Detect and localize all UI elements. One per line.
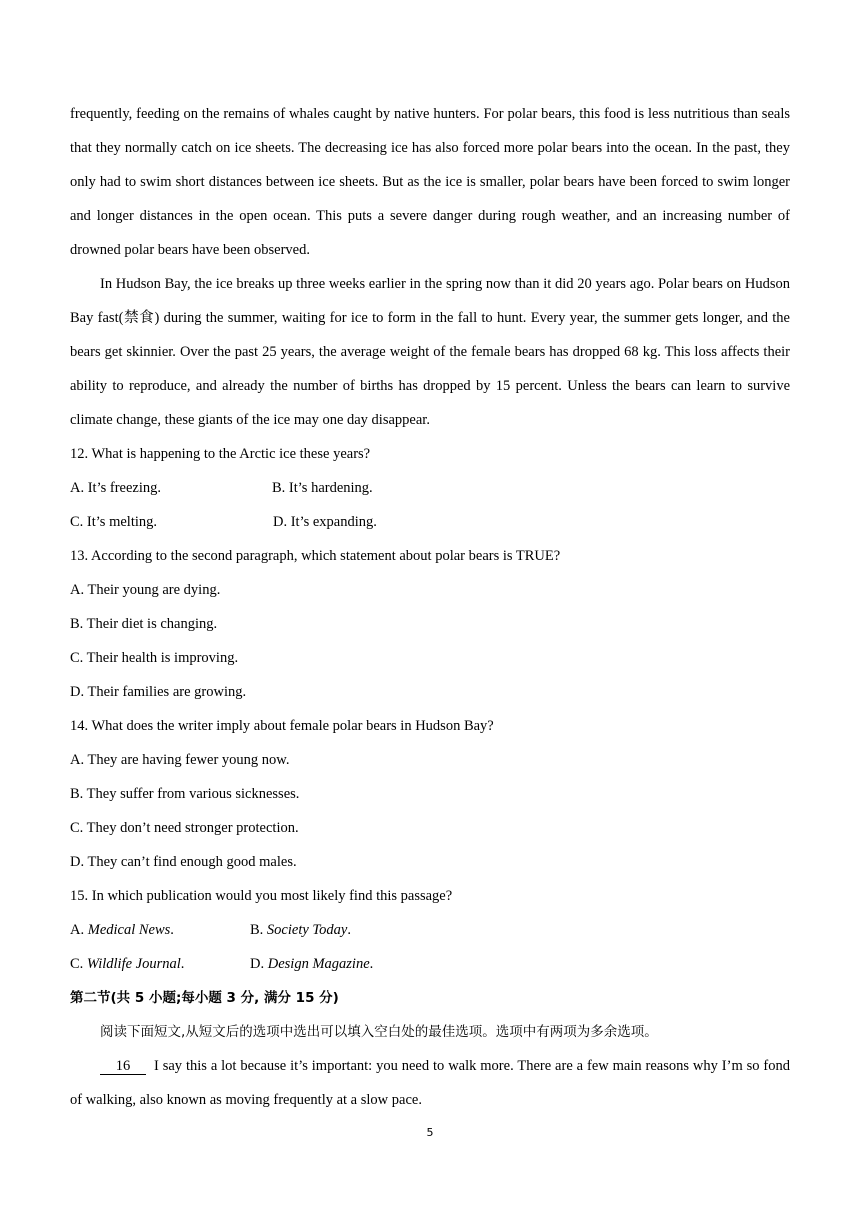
- option-letter: C.: [70, 956, 87, 972]
- passage-paragraph-1: frequently, feeding on the remains of whales caught by native hunters. For polar bears, this food is less nutritious than seals that they normally catch on ice sheets. The decreasing ice has also forced more polar bears into the ocean. In the past, they only had to swim short distances between ice sheets. But as the ice is smaller, polar bears have been forced to swim longer and longer distances in the open ocean. This puts a severe danger during rough weather, and an increasing number of drowned polar bears have been observed.: [70, 106, 790, 258]
- section-2-paragraph-1-text: I say this a lot because it’s important: you need to walk more. There are a few main reasons why I’m so fond of walking, also known as moving frequently at a slow pace.: [70, 1058, 790, 1108]
- passage-paragraph-2: In Hudson Bay, the ice breaks up three weeks earlier in the spring now than it did 20 years ago. Polar bears on Hudson Bay fast(禁食) during the summer, waiting for ice to form in the fall to hunt. Every year, the summer gets longer, and the bears get skinnier. Over the past 25 years, the average weight of the female bears has dropped 68 kg. This loss affects their ability to reproduce, and already the number of births has dropped by 15 percent. Unless the bears can learn to survive climate change, these giants of the ice may one day disappear.: [70, 276, 790, 428]
- question-15-option-b: [250, 913, 351, 947]
- section-2-paragraph-1: [70, 1049, 790, 1117]
- question-12-option-a: A. It’s freezing.: [70, 480, 161, 496]
- question-15-option-a: [70, 913, 250, 947]
- option-period: .: [369, 956, 374, 972]
- option-title: Design Magazine: [267, 956, 370, 972]
- section-2-heading: 第二节(共 5 小题;每小题 3 分, 满分 15 分): [70, 990, 339, 1006]
- question-14-option-d: D. They can’t find enough good males.: [70, 854, 297, 870]
- question-15-stem: 15. In which publication would you most likely find this passage?: [70, 888, 453, 904]
- question-12-option-d: D. It’s expanding.: [273, 514, 377, 530]
- question-15-options-row-2: [70, 947, 790, 981]
- question-12-option-b: B. It’s hardening.: [272, 480, 373, 496]
- question-12-options-row-2: [70, 505, 790, 539]
- question-13-option-d: D. Their families are growing.: [70, 684, 247, 700]
- option-title: Wildlife Journal: [86, 956, 181, 972]
- exam-page: [70, 97, 790, 1117]
- option-title: Medical News: [87, 922, 171, 938]
- question-14-option-c: C. They don’t need stronger protection.: [70, 820, 299, 836]
- option-period: .: [180, 956, 185, 972]
- blank-16: 16: [100, 1058, 146, 1075]
- question-12-options-row-1: [70, 471, 790, 505]
- question-15-option-c: [70, 947, 250, 981]
- section-2-instruction: 阅读下面短文,从短文后的选项中选出可以填入空白处的最佳选项。选项中有两项为多余选项。: [100, 1024, 658, 1040]
- question-13-stem: 13. According to the second paragraph, which statement about polar bears is TRUE?: [70, 548, 561, 564]
- option-letter: D.: [250, 956, 268, 972]
- question-13-option-b: B. Their diet is changing.: [70, 616, 218, 632]
- option-period: .: [170, 922, 174, 938]
- option-period: .: [347, 922, 351, 938]
- question-15-option-d: [250, 947, 373, 981]
- question-14-option-b: B. They suffer from various sicknesses.: [70, 786, 300, 802]
- option-letter: B.: [250, 922, 267, 938]
- question-12-option-c: C. It’s melting.: [70, 514, 157, 530]
- option-title: Society Today: [266, 922, 348, 938]
- question-14-option-a: A. They are having fewer young now.: [70, 752, 290, 768]
- question-15-options-row-1: [70, 913, 790, 947]
- question-14-stem: 14. What does the writer imply about female polar bears in Hudson Bay?: [70, 718, 494, 734]
- question-13-option-a: A. Their young are dying.: [70, 582, 221, 598]
- option-letter: A.: [70, 922, 88, 938]
- question-13-option-c: C. Their health is improving.: [70, 650, 239, 666]
- page-number: 5: [426, 1126, 434, 1139]
- question-12-stem: 12. What is happening to the Arctic ice these years?: [70, 446, 371, 462]
